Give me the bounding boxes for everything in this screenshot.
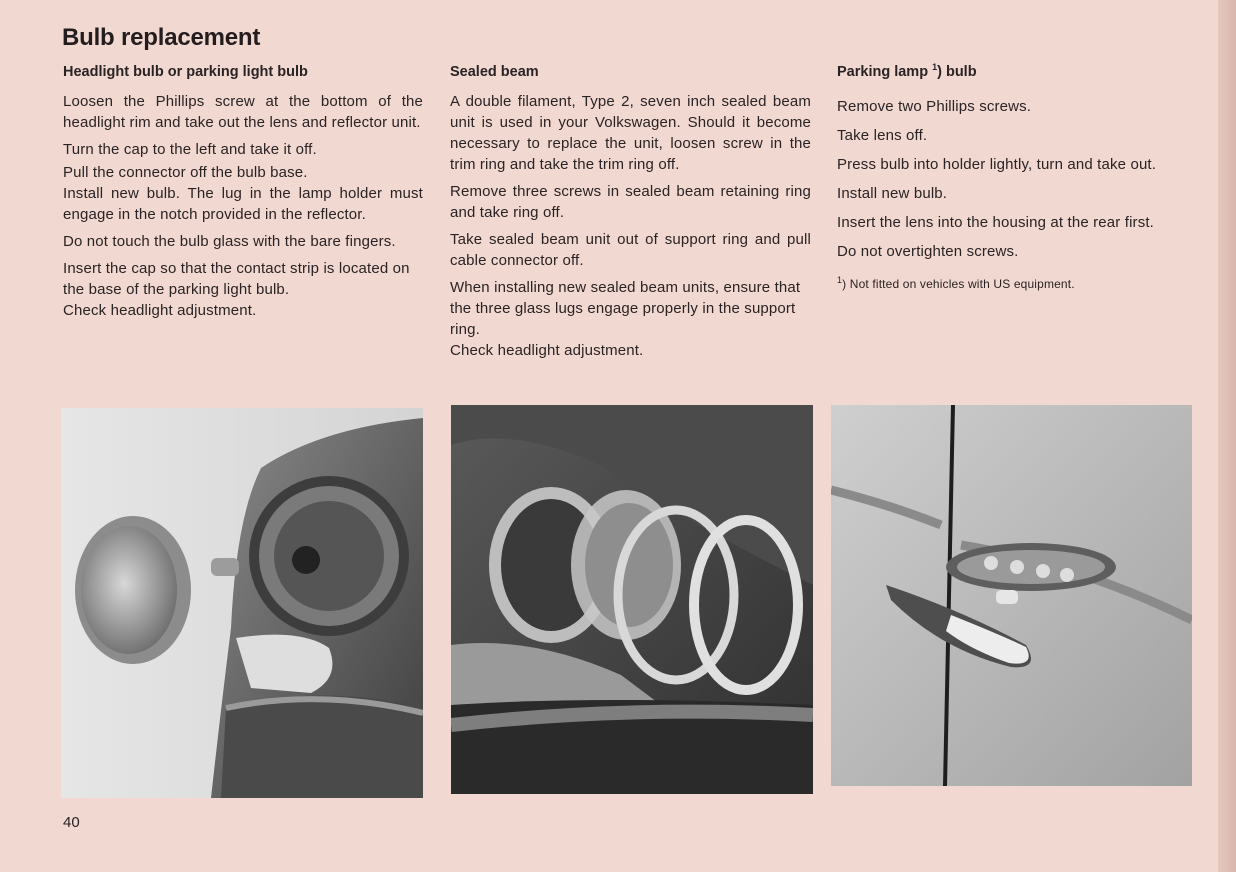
paragraph: Turn the cap to the left and take it off. bbox=[63, 141, 317, 158]
parking-lamp-section bbox=[837, 62, 1198, 300]
section-heading bbox=[837, 62, 1198, 82]
paragraph: Take lens off. bbox=[837, 127, 928, 144]
page-edge bbox=[1218, 0, 1236, 872]
paragraph: Do not overtighten screws. bbox=[837, 243, 1019, 260]
footnote-ref: 1 bbox=[932, 62, 938, 73]
paragraph: A double filament, Type 2, seven inch sealed beam unit is used in your Volkswagen. Should it become necessary to replace the unit, loosen screw in the trim ring and take the trim ring off. bbox=[450, 93, 811, 173]
paragraph: Pull the connector off the bulb base. bbox=[63, 164, 308, 181]
paragraph: When installing new sealed beam units, ensure that the three glass lugs engage properly in the support ring. bbox=[450, 279, 801, 338]
paragraph: Do not touch the bulb glass with the bare fingers. bbox=[63, 233, 396, 250]
paragraph: Remove two Phillips screws. bbox=[837, 98, 1032, 115]
paragraph: Remove three screws in sealed beam retaining ring and take ring off. bbox=[450, 183, 811, 221]
sealed-beam-photo bbox=[451, 405, 813, 794]
paragraph: Insert the cap so that the contact strip is located on the base of the parking light bulb. bbox=[63, 260, 410, 298]
headlight-photo bbox=[61, 408, 423, 798]
sealed-beam-section bbox=[450, 62, 811, 367]
paragraph: Install new bulb. bbox=[837, 185, 948, 202]
heading-text-end: ) bulb bbox=[937, 64, 977, 80]
section-heading: Headlight bulb or parking light bulb bbox=[63, 64, 308, 80]
footnote bbox=[837, 276, 1198, 292]
section-heading: Sealed beam bbox=[450, 64, 539, 80]
page-number: 40 bbox=[63, 814, 80, 831]
paragraph: Check headlight adjustment. bbox=[63, 302, 257, 319]
paragraph: Press bulb into holder lightly, turn and take out. bbox=[837, 156, 1157, 173]
paragraph: Check headlight adjustment. bbox=[450, 342, 644, 359]
paragraph: Install new bulb. The lug in the lamp holder must engage in the notch provided in the reflector. bbox=[63, 185, 423, 223]
paragraph: Insert the lens into the housing at the rear first. bbox=[837, 214, 1154, 231]
parking-lamp-photo bbox=[831, 405, 1192, 786]
paragraph: Loosen the Phillips screw at the bottom of the headlight rim and take out the lens and reflector unit. bbox=[63, 93, 423, 131]
heading-text: Parking lamp bbox=[837, 64, 929, 80]
headlight-bulb-section bbox=[63, 62, 423, 327]
footnote-mark: 1 bbox=[837, 275, 843, 285]
page-title: Bulb replacement bbox=[62, 24, 261, 51]
footnote-text: ) Not fitted on vehicles with US equipment. bbox=[842, 277, 1075, 291]
paragraph: Take sealed beam unit out of support ring and pull cable connector off. bbox=[450, 231, 811, 269]
